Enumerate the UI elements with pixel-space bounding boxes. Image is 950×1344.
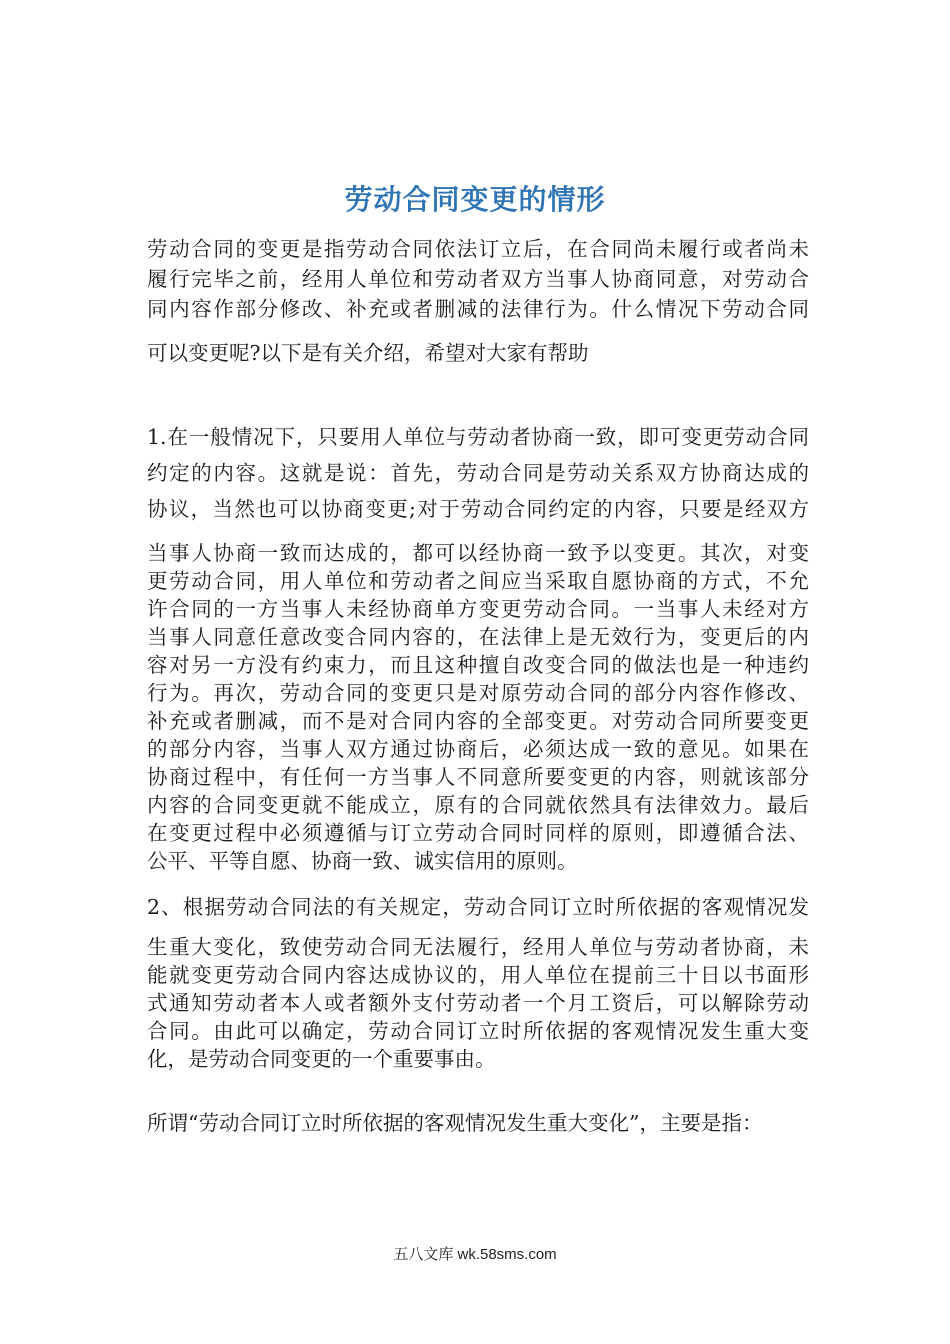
intro-line: 同内容作部分修改、补充或者删减的法律行为。什么情况下劳动合同: [147, 297, 809, 321]
section-1-line: 补充或者删减，而不是对合同内容的全部变更。对劳动合同所要变更: [147, 709, 809, 733]
intro-paragraph: [147, 234, 809, 368]
intro-line: 履行完毕之前，经用人单位和劳动者双方当事人协商同意，对劳动合: [147, 267, 809, 291]
intro-line: 可以变更呢?以下是有关介绍，希望对大家有帮助: [147, 341, 589, 365]
section-1-line: 更劳动合同，用人单位和劳动者之间应当采取自愿协商的方式，不允: [147, 569, 809, 593]
section-2-line: 能就变更劳动合同内容达成协议的，用人单位在提前三十日以书面形: [147, 963, 809, 987]
section-3-paragraph: [147, 1108, 809, 1138]
section-2-paragraph: [147, 892, 809, 1072]
section-1-line: 当事人同意任意改变合同内容的，在法律上是无效行为，变更后的内: [147, 625, 809, 649]
section-1-line: 当事人协商一致而达成的，都可以经协商一致予以变更。其次，对变: [147, 541, 809, 565]
document-title: 劳动合同变更的情形: [344, 183, 606, 216]
section-1-line: 内容的合同变更就不能成立，原有的合同就依然具有法律效力。最后: [147, 793, 809, 817]
section-2-line: 生重大变化，致使劳动合同无法履行，经用人单位与劳动者协商，未: [147, 935, 809, 959]
intro-line: 劳动合同的变更是指劳动合同依法订立后，在合同尚未履行或者尚未: [147, 237, 809, 261]
section-1-line: 公平、平等自愿、协商一致、诚实信用的原则。: [147, 849, 578, 873]
section-2-line: 化，是劳动合同变更的一个重要事由。: [147, 1047, 496, 1071]
section-2-line: 合同。由此可以确定，劳动合同订立时所依据的客观情况发生重大变: [147, 1019, 809, 1043]
section-1-line: 行为。再次，劳动合同的变更只是对原劳动合同的部分内容作修改、: [147, 681, 809, 705]
section-1-paragraph: [147, 422, 809, 874]
section-1-line: 约定的内容。这就是说：首先，劳动合同是劳动关系双方协商达成的: [147, 461, 809, 485]
footer-watermark: 五八文库 wk.58sms.com: [393, 1246, 557, 1263]
section-3-line: 所谓“劳动合同订立时所依据的客观情况发生重大变化”，主要是指：: [147, 1111, 763, 1135]
section-1-line: 1.在一般情况下，只要用人单位与劳动者协商一致，即可变更劳动合同: [147, 425, 809, 449]
section-2-line: 式通知劳动者本人或者额外支付劳动者一个月工资后，可以解除劳动: [147, 991, 809, 1015]
section-1-line: 协议，当然也可以协商变更;对于劳动合同约定的内容，只要是经双方: [147, 497, 809, 521]
section-1-line: 协商过程中，有任何一方当事人不同意所要变更的内容，则就该部分: [147, 765, 809, 789]
section-1-line: 的部分内容，当事人双方通过协商后，必须达成一致的意见。如果在: [147, 737, 809, 761]
section-1-line: 在变更过程中必须遵循与订立劳动合同时同样的原则，即遵循合法、: [147, 821, 809, 845]
section-1-line: 许合同的一方当事人未经协商单方变更劳动合同。一当事人未经对方: [147, 597, 809, 621]
section-1-line: 容对另一方没有约束力，而且这种擅自改变合同的做法也是一种违约: [147, 653, 809, 677]
section-2-line: 2、根据劳动合同法的有关规定，劳动合同订立时所依据的客观情况发: [147, 895, 809, 919]
